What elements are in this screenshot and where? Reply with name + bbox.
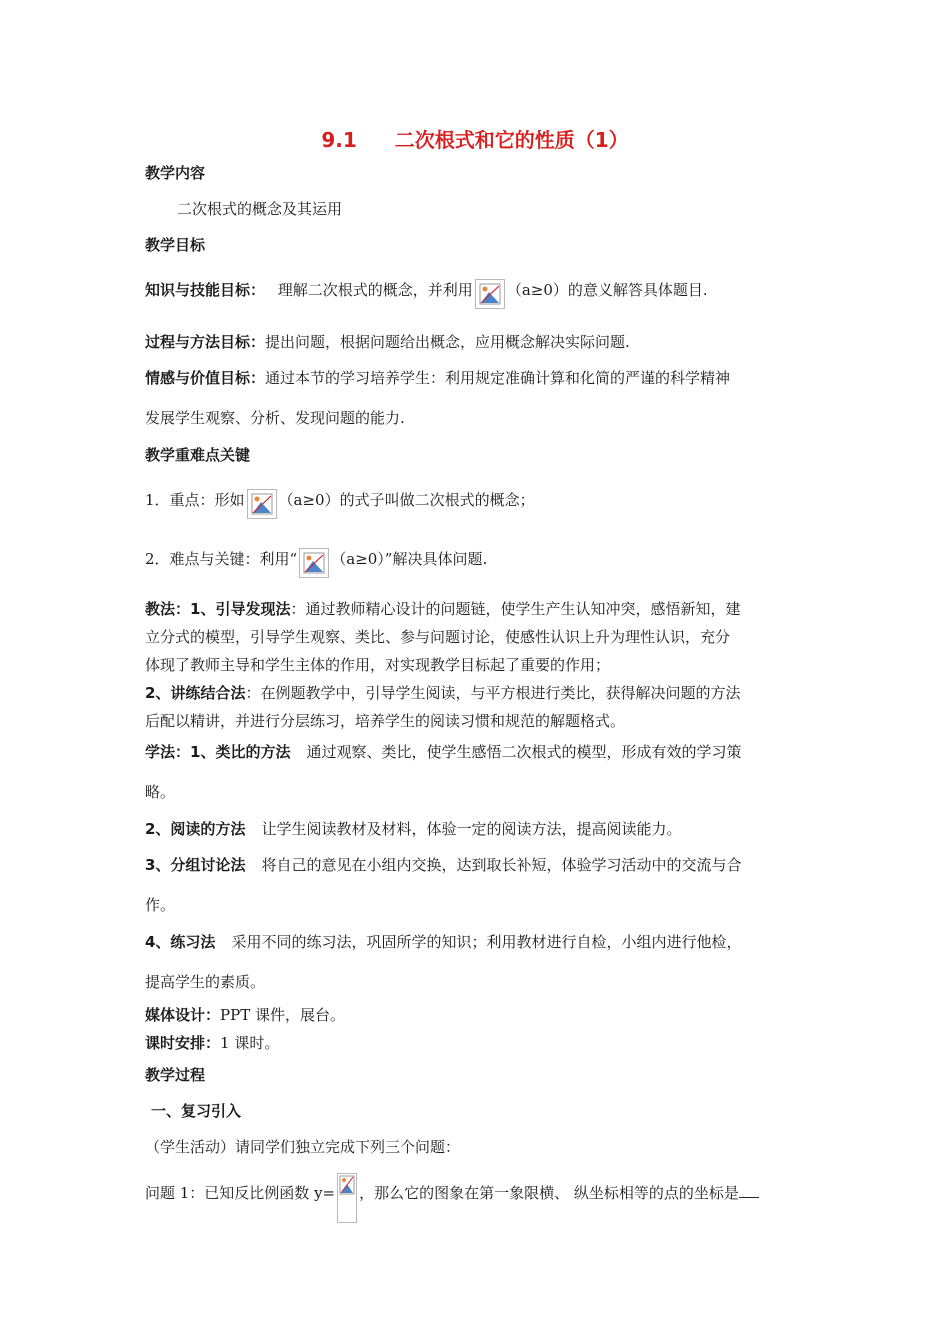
question-1: [145, 1183, 759, 1223]
key-point-2: [145, 542, 487, 578]
method-2-line-1: [145, 683, 740, 703]
content-text: 二次根式的概念及其运用: [177, 200, 343, 218]
method-1-line-1: [145, 599, 740, 619]
heading-goals: 教学目标: [145, 236, 206, 254]
study-label: 学法：: [145, 743, 191, 761]
time-text: 1 课时。: [220, 1034, 280, 1052]
study-3-line-1: [145, 855, 741, 875]
study-2-label: 2、阅读的方法: [145, 820, 246, 838]
question-1-after: ，那么它的图象在第一象限横、 纵坐标相等的点的坐标是: [359, 1184, 739, 1202]
process-text: 提出问题，根据问题给出概念，应用概念解决实际问题.: [265, 333, 630, 351]
key1-before: 1．重点：形如: [145, 491, 245, 509]
key2-before: 2．难点与关键：利用“: [145, 550, 298, 568]
method-1-text-1: ：通过教师精心设计的问题链，使学生产生认知冲突，感悟新知，建: [290, 600, 741, 618]
title-text: 二次根式和它的性质（1）: [394, 128, 629, 152]
key2-after: （a≥0）”解决具体问题.: [331, 550, 488, 568]
heading-content: 教学内容: [145, 164, 206, 182]
heading-process: 教学过程: [145, 1066, 206, 1084]
broken-image-icon: [247, 489, 277, 519]
knowledge-text-before: 理解二次根式的概念，并利用: [277, 281, 473, 299]
study-3-label: 3、分组讨论法: [145, 856, 246, 874]
time-line: [145, 1033, 279, 1053]
study-4-label: 4、练习法: [145, 933, 216, 951]
heading-key-points: 教学重难点关键: [145, 446, 251, 464]
title-number: 9.1: [321, 128, 357, 152]
process-label: 过程与方法目标：: [145, 333, 266, 351]
broken-image-icon: [299, 548, 329, 578]
study-4-text-1: 采用不同的练习法，巩固所学的知识；利用教材进行自检，小组内进行他检，: [231, 933, 742, 951]
knowledge-label: 知识与技能目标：: [145, 281, 266, 299]
method-2-label: 2、讲练结合法: [145, 684, 246, 702]
study-4-line-1: [145, 932, 741, 952]
media-label: 媒体设计：: [145, 1006, 221, 1024]
study-1-line-1: [145, 742, 741, 762]
answer-blank: [739, 1183, 759, 1198]
study-1-label: 1、类比的方法: [190, 743, 291, 761]
study-1-text-1: 通过观察、类比，使学生感悟二次根式的模型，形成有效的学习策: [306, 743, 742, 761]
study-2-line: [145, 819, 681, 839]
student-activity: （学生活动）请同学们独立完成下列三个问题：: [145, 1138, 461, 1156]
study-2-text: 让学生阅读教材及材料，体验一定的阅读方法，提高阅读能力。: [261, 820, 682, 838]
method-1-label: 1、引导发现法: [190, 600, 291, 618]
key1-after: （a≥0）的式子叫做二次根式的概念；: [278, 491, 535, 509]
time-label: 课时安排：: [145, 1034, 221, 1052]
method-1-text-2: 立分式的模型，引导学生观察、类比、参与问题讨论，使感性认识上升为理性认识，充分: [145, 628, 731, 646]
method-2-text-2: 后配以精讲，并进行分层练习，培养学生的阅读习惯和规范的解题格式。: [145, 712, 626, 730]
goal-knowledge: [145, 273, 708, 309]
emotion-label: 情感与价值目标：: [145, 369, 266, 387]
goal-emotion: [145, 368, 730, 388]
broken-image-icon: [337, 1173, 357, 1223]
study-1-text-2: 略。: [145, 783, 176, 801]
key-point-1: [145, 483, 535, 519]
knowledge-text-after: （a≥0）的意义解答具体题目.: [506, 281, 708, 299]
media-text: PPT 课件，展台。: [220, 1006, 345, 1024]
emotion-text-2: 发展学生观察、分析、发现问题的能力.: [145, 409, 405, 427]
method-label: 教法：: [145, 600, 191, 618]
page-title: [0, 124, 950, 153]
emotion-text-1: 通过本节的学习培养学生：利用规定准确计算和化简的严谨的科学精神: [265, 369, 731, 387]
study-4-text-2: 提高学生的素质。: [145, 973, 266, 991]
method-1-text-3: 体现了教师主导和学生主体的作用，对实现教学目标起了重要的作用；: [145, 656, 611, 674]
media-line: [145, 1005, 345, 1025]
process-part-1: 一、复习引入: [151, 1102, 242, 1120]
method-2-text-1: ：在例题教学中，引导学生阅读，与平方根进行类比，获得解决问题的方法: [245, 684, 741, 702]
broken-image-icon: [475, 279, 505, 309]
goal-process: [145, 332, 630, 352]
study-3-text-1: 将自己的意见在小组内交换，达到取长补短，体验学习活动中的交流与合: [261, 856, 742, 874]
question-1-before: 问题 1：已知反比例函数 y=: [145, 1184, 336, 1202]
study-3-text-2: 作。: [145, 896, 176, 914]
